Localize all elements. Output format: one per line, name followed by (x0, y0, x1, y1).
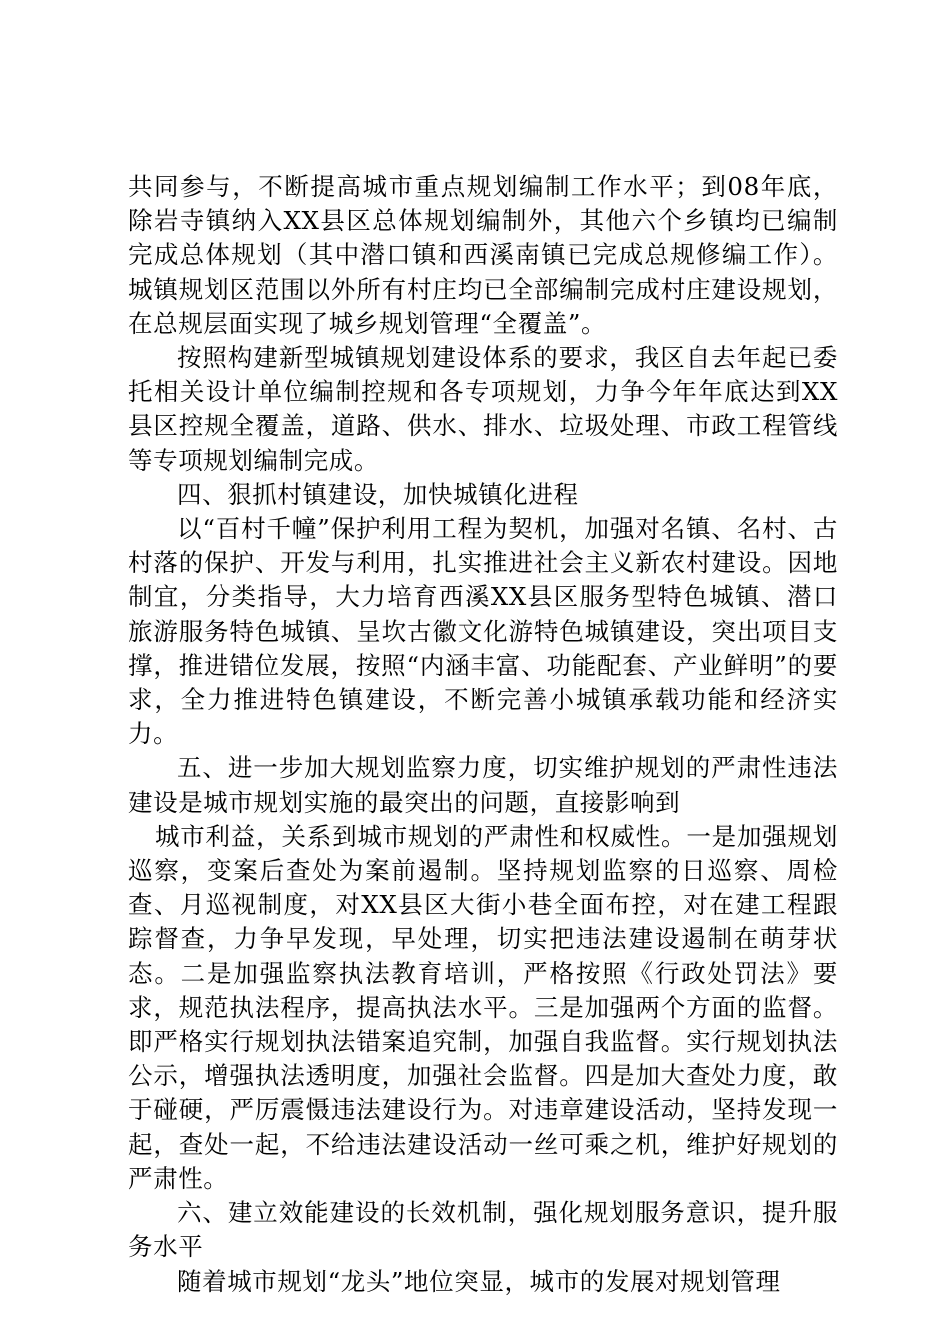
paragraph-5: 随着城市规划“龙头”地位突显，城市的发展对规划管理 (177, 1266, 781, 1296)
section-heading-5: 五、进一步加大规划监察力度，切实维护规划的严肃性违法建设是城市规划实施的最突出的问题，直接影响到 (128, 753, 838, 817)
paragraph-4: 城市利益，关系到城市规划的严肃性和权威性。一是加强规划巡察，变案后查处为案前遏制。坚持规划监察的日巡察、周检查、月巡视制度，对XX县区大街小巷全面布控，对在建工程跟踪督查，力争早发现，早处理，切实把违法建设遏制在萌芽状态。二是加强监察执法教育培训，严格按照《行政处罚法》要求，规范执法程序，提高执法水平。三是加强两个方面的监督。即严格实行规划执法错案追究制，加强自我监督。实行规划执法公示，增强执法透明度，加强社会监督。四是加大查处力度，敢于碰硬，严厉震慑违法建设行为。对违章建设活动，坚持发现一起，查处一起，不给违法建设活动一丝可乘之机，维护好规划的严肃性。 (128, 821, 838, 1193)
section-heading-6: 六、建立效能建设的长效机制，强化规划服务意识，提升服务水平 (128, 1198, 838, 1262)
paragraph-2: 按照构建新型城镇规划建设体系的要求，我区自去年起已委托相关设计单位编制控规和各专项规划，力争今年年底达到XX县区控规全覆盖，道路、供水、排水、垃圾处理、市政工程管线等专项规划编制完成。 (128, 343, 838, 475)
section-heading-4: 四、狠抓村镇建设，加快城镇化进程 (177, 479, 579, 509)
paragraph-1: 共同参与，不断提高城市重点规划编制工作水平；到08年底，除岩寺镇纳入XX县区总体规划编制外，其他六个乡镇均已编制完成总体规划（其中潜口镇和西溪南镇已完成总规修编工作）。城镇规划区范围以外所有村庄均已全部编制完成村庄建设规划，在总规层面实现了城乡规划管理“全覆盖”。 (128, 172, 838, 338)
document-body (128, 170, 838, 1299)
paragraph-3: 以“百村千幢”保护利用工程为契机，加强对名镇、名村、古村落的保护、开发与利用，扎实推进社会主义新农村建设。因地制宜，分类指导，大力培育西溪XX县区服务型特色城镇、潜口旅游服务特色城镇、呈坎古徽文化游特色城镇建设，突出项目支撑，推进错位发展，按照“内涵丰富、功能配套、产业鲜明”的要求，全力推进特色镇建设，不断完善小城镇承载功能和经济实力。 (128, 514, 838, 749)
